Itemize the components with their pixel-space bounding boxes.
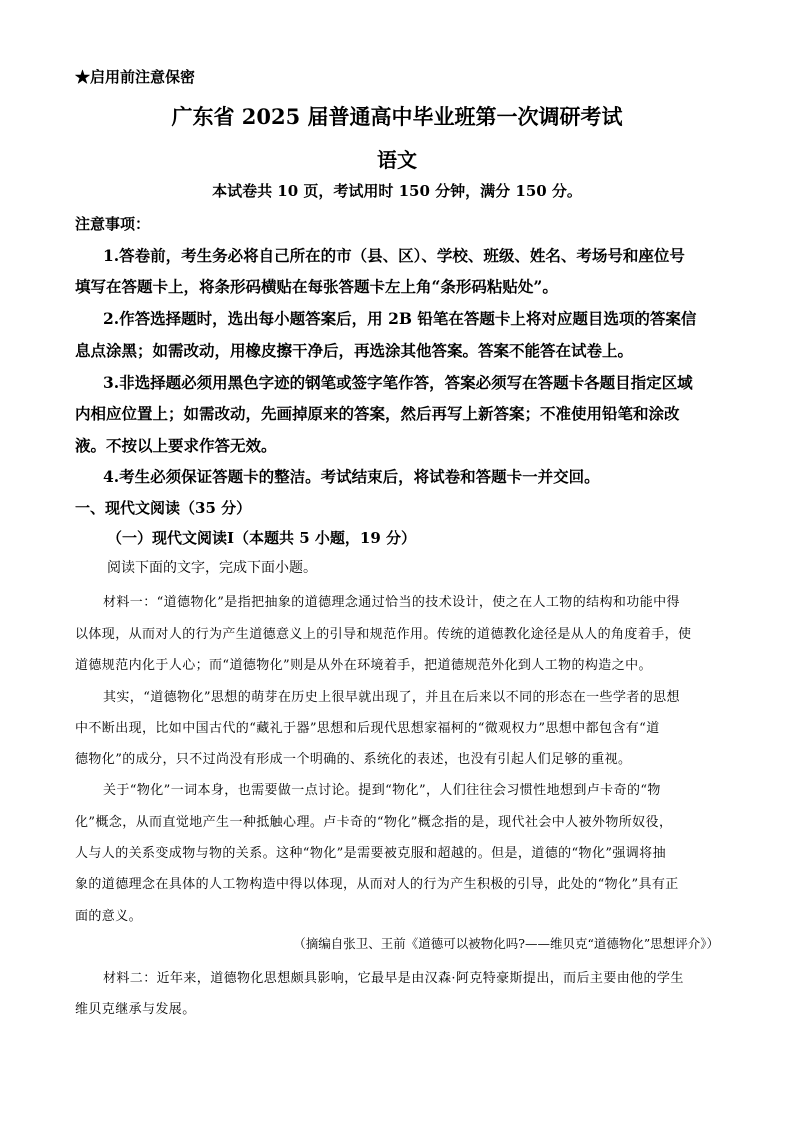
body-line: 德物化”的成分，只不过尚没有形成一个明确的、系统化的表述，也没有引起人们足够的重视。 xyxy=(75,752,632,767)
body-line: 其实，“道德物化”思想的萌芽在历史上很早就出现了，并且在后来以不同的形态在一些学者的思想 xyxy=(103,690,680,705)
notice-heading: 注意事项： xyxy=(75,215,151,233)
reading-instruction: 阅读下面的文字，完成下面小题。 xyxy=(107,560,317,576)
body-line: 材料二：近年来，道德物化思想颇具影响，它最早是由汉森·阿克特豪斯提出，而后主要由他的学生 xyxy=(103,971,684,986)
exam-title: 广东省 2025 届普通高中毕业班第一次调研考试 xyxy=(171,104,623,129)
citation: （摘编自张卫、王前《道德可以被物化吗?——维贝克“道德物化”思想评介》） xyxy=(293,936,719,951)
notice-line: 息点涂黑；如需改动，用橡皮擦干净后，再选涂其他答案。答案不能答在试卷上。 xyxy=(75,341,634,360)
section-heading: 一、现代文阅读（35 分） xyxy=(75,499,252,517)
sub-heading: （一）现代文阅读Ⅰ（本题共 5 小题，19 分） xyxy=(107,529,416,547)
notice-line: 4.考生必须保证答题卡的整洁。考试结束后，将试卷和答题卡一并交回。 xyxy=(103,467,600,486)
body-line: 道德规范内化于人心；而“道德物化”则是从外在环境着手，把道德规范外化到人工物的构造之中。 xyxy=(75,658,652,673)
body-line: 面的意义。 xyxy=(75,909,143,924)
body-line: 象的道德理念在具体的人工物构造中得以体现，从而对人的行为产生积极的引导，此处的“物化”具有正 xyxy=(75,877,679,892)
notice-line: 1.答卷前，考生务必将自己所在的市（县、区）、学校、班级、姓名、考场号和座位号 xyxy=(103,246,685,265)
body-line: 以体现，从而对人的行为产生道德意义上的引导和规范作用。传统的道德教化途径是从人的角度着手，使 xyxy=(75,627,692,642)
notice-line: 液。不按以上要求作答无效。 xyxy=(75,436,277,455)
notice-line: 3.非选择题必须用黑色字迹的钢笔或签字笔作答，答案必须写在答题卡各题目指定区域 xyxy=(103,373,693,392)
confidential-label: ★启用前注意保密 xyxy=(75,68,196,86)
body-line: 关于“物化”一词本身，也需要做一点讨论。提到“物化”，人们往往会习惯性地想到卢卡奇的“物 xyxy=(103,783,661,798)
notice-line: 2.作答选择题时，选出每小题答案后，用 2B 铅笔在答题卡上将对应题目选项的答案信 xyxy=(103,309,697,328)
subject-title: 语文 xyxy=(377,148,417,172)
body-line: 化”概念，从而直觉地产生一种抵触心理。卢卡奇的“物化”概念指的是，现代社会中人被外物所奴役， xyxy=(75,815,673,830)
body-line: 材料一：“道德物化”是指把抽象的道德理念通过恰当的技术设计，使之在人工物的结构和功能中得 xyxy=(103,595,680,610)
body-line: 人与人的关系变成物与物的关系。这种“物化”是需要被克服和超越的。但是，道德的“物化”强调将抽 xyxy=(75,846,666,861)
notice-line: 内相应位置上；如需改动，先画掉原来的答案，然后再写上新答案；不准使用铅笔和涂改 xyxy=(75,404,680,423)
notice-line: 填写在答题卡上，将条形码横贴在每张答题卡左上角“条形码粘贴处”。 xyxy=(75,277,558,296)
body-line: 维贝克继承与发展。 xyxy=(75,1002,196,1017)
body-line: 中不断出现，比如中国古代的“藏礼于器”思想和后现代思想家福柯的“微观权力”思想中都包含有“道 xyxy=(75,721,660,736)
exam-info: 本试卷共 10 页，考试用时 150 分钟，满分 150 分。 xyxy=(212,182,582,200)
